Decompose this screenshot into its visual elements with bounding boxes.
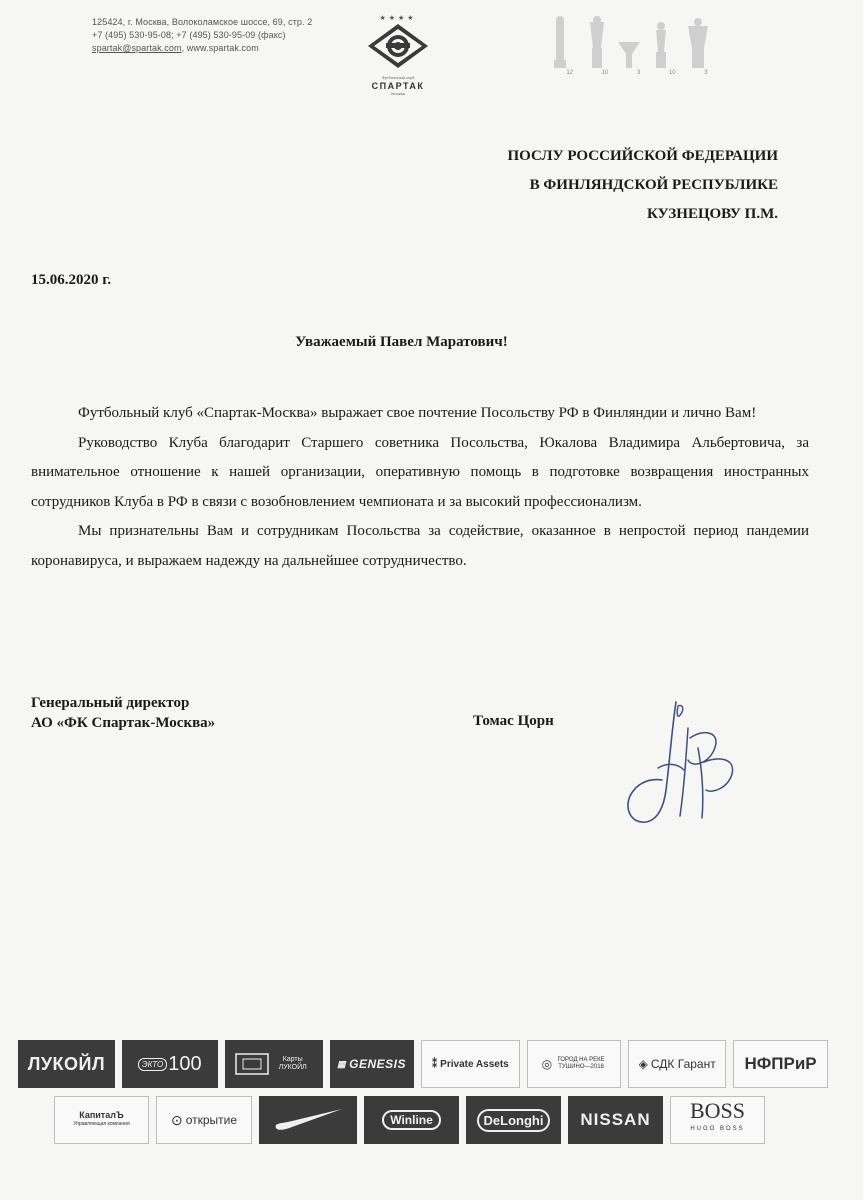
ekto-num: 100 <box>168 1052 202 1075</box>
sdk-label: СДК Гарант <box>650 1057 716 1071</box>
signatory-title <box>31 693 215 733</box>
logo-club-text: Футбольный клуб <box>381 75 415 80</box>
sponsor-ekto100 <box>122 1040 218 1088</box>
gorod-mark-icon: ◎ <box>541 1056 553 1071</box>
sponsor-karty-lukoil <box>225 1040 323 1088</box>
kapital-sub: Управляющая компания <box>73 1121 130 1127</box>
addressee-block <box>507 142 778 229</box>
karty-label: Карты ЛУКОЙЛ <box>278 1056 307 1071</box>
nike-swoosh-icon <box>272 1107 344 1133</box>
letter-body <box>31 399 809 576</box>
trophy-count: 3 <box>636 70 641 76</box>
salutation: Уважаемый Павел Маратович! <box>295 334 508 350</box>
sponsor-boss <box>670 1096 765 1144</box>
sponsor-nike <box>259 1096 357 1144</box>
winline-label: Winline <box>382 1110 441 1130</box>
club-email[interactable]: spartak@spartak.com <box>92 43 182 53</box>
sdk-mark-icon: ◈ <box>638 1057 648 1071</box>
trophy-count: 3 <box>704 70 708 76</box>
delonghi-label: DeLonghi <box>477 1109 551 1132</box>
header-contacts <box>92 16 312 55</box>
ekto-tag: ЭКТО <box>138 1058 167 1071</box>
trophy-count: 10 <box>601 70 609 76</box>
club-phones: +7 (495) 530-95-08; +7 (495) 530-95-09 (факс) <box>92 30 286 40</box>
boss-label: BOSS <box>689 1098 746 1123</box>
gorod-label: ГОРОД НА РЕКЕ ТУШИНО—2018 <box>557 1057 605 1070</box>
club-web <box>92 42 312 55</box>
otkrytie-mark-icon: ⊙ <box>170 1111 183 1128</box>
body-paragraph: Футбольный клуб «Спартак-Москва» выражает свое почтение Посольству РФ в Финляндии и лично Вам! <box>78 405 757 421</box>
sponsor-otkrytie <box>156 1096 252 1144</box>
sponsors-row <box>54 1096 828 1144</box>
genesis-mark-icon: ▦ <box>337 1058 347 1069</box>
spartak-emblem-icon <box>366 22 430 70</box>
body-paragraph: Мы признательны Вам и сотрудникам Посольства за содействие, оказанное в непростой период пандемии коронавируса, и выражаем надежду на дальнейшее сотрудничество. <box>31 523 809 569</box>
logo-stars: ★★★★ <box>379 14 417 22</box>
sponsor-delonghi <box>466 1096 561 1144</box>
club-address: 125424, г. Москва, Волоколамское шоссе, 69, стр. 2 <box>92 17 313 27</box>
signatory-position: Генеральный директор <box>31 695 190 711</box>
addressee-line: КУЗНЕЦОВУ П.М. <box>647 206 778 222</box>
genesis-label: GENESIS <box>349 1057 406 1071</box>
body-paragraph: Руководство Клуба благодарит Старшего советника Посольства, Юкалова Владимира Альбертовича, за внимательное отношение к нашей организации, оперативную помощь в подготовке возвращения иностранных сотрудников Клуба в РФ в связи с возобновлением чемпионата и за высокий профессионализм. <box>31 434 809 510</box>
card-icon <box>235 1053 269 1075</box>
trophy-count: 10 <box>668 70 676 76</box>
sponsor-nissan: NISSAN <box>568 1096 663 1144</box>
sponsor-private-assets <box>421 1040 521 1088</box>
addressee-line: ПОСЛУ РОССИЙСКОЙ ФЕДЕРАЦИИ <box>507 148 778 164</box>
sponsor-gorod-na-reke <box>527 1040 621 1088</box>
sponsors-bar <box>18 1040 828 1152</box>
sponsor-lukoil: ЛУКОЙЛ <box>18 1040 115 1088</box>
signatory-name: Томас Цорн <box>473 713 554 729</box>
signatory-company: АО «ФК Спартак-Москва» <box>31 715 216 731</box>
sponsors-row <box>18 1040 828 1088</box>
pa-label: Private Assets <box>440 1058 509 1070</box>
sponsor-kapital <box>54 1096 149 1144</box>
sponsor-winline <box>364 1096 459 1144</box>
logo-city: Москва <box>391 91 405 96</box>
club-website[interactable]: www.spartak.com <box>186 43 259 53</box>
spartak-logo <box>358 14 438 96</box>
web-separator: , <box>181 43 185 53</box>
letter-date: 15.06.2020 г. <box>31 272 112 288</box>
handwritten-signature <box>618 698 748 838</box>
pa-mark-icon: ⁑ <box>432 1058 438 1070</box>
logo-club-name: СПАРТАК <box>371 81 425 91</box>
boss-sub: HUGO BOSS <box>690 1126 745 1132</box>
trophy-counts <box>552 70 722 76</box>
sponsor-nfprir: НФПРиР <box>733 1040 828 1088</box>
otkrytie-label: открытие <box>185 1113 238 1127</box>
kapital-label: КапиталЪ <box>79 1110 124 1120</box>
sponsor-sdk-garant <box>628 1040 726 1088</box>
trophy-count: 12 <box>566 70 573 76</box>
addressee-line: В ФИНЛЯНДСКОЙ РЕСПУБЛИКЕ <box>529 177 778 193</box>
sponsor-genesis <box>330 1040 414 1088</box>
